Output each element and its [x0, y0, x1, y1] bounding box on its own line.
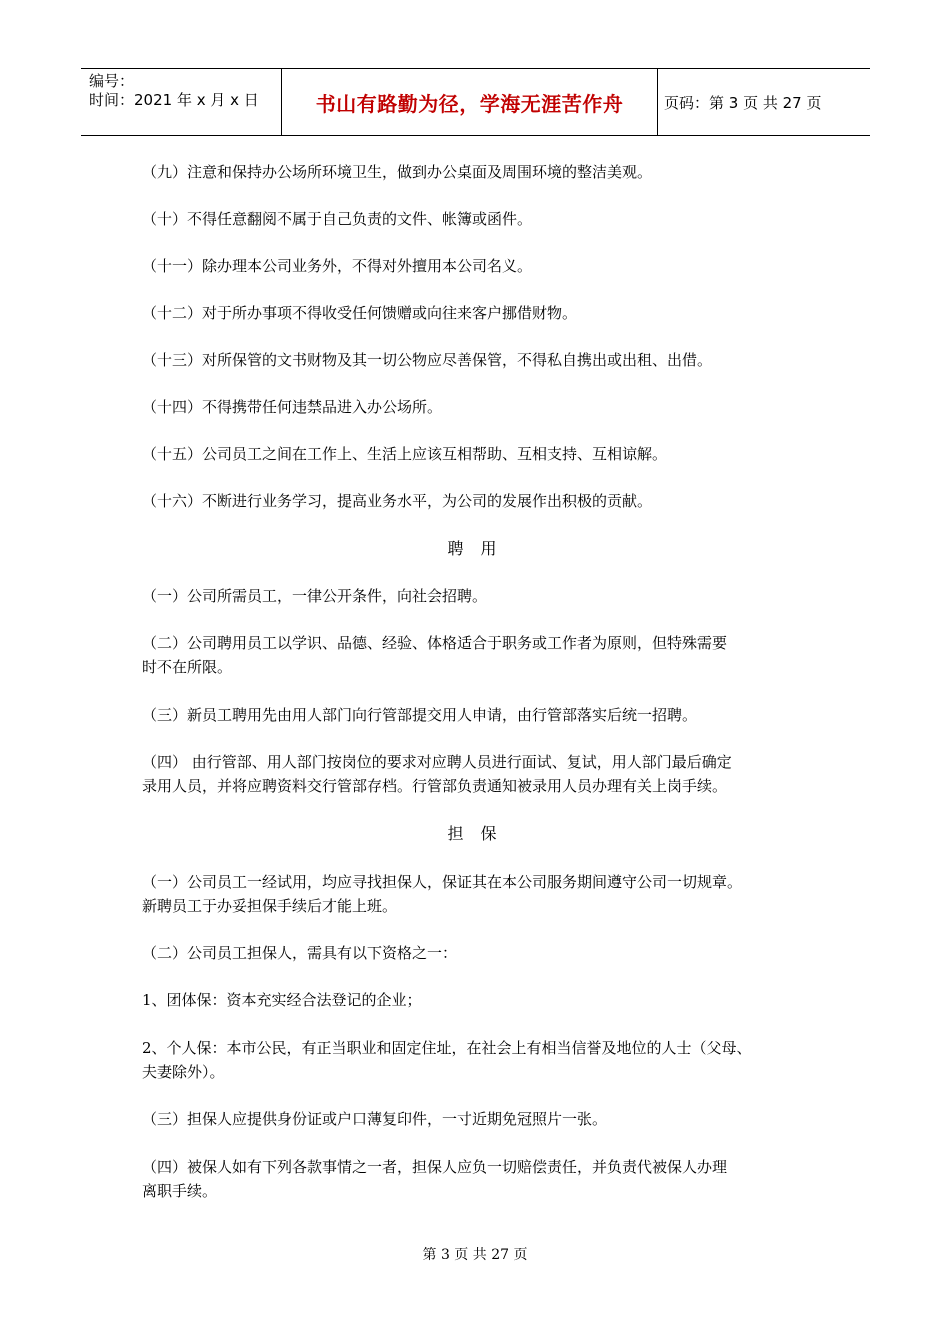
clause-13: （十三）对所保管的文书财物及其一切公物应尽善保管，不得私自携出或出租、出借。 — [142, 351, 713, 369]
clause-11: （十一）除办理本公司业务外，不得对外擅用本公司名义。 — [142, 257, 533, 275]
guarantee-sub-1: 1、团体保：资本充实经合法登记的企业； — [142, 991, 422, 1009]
guarantee-item-3: （三）担保人应提供身份证或户口薄复印件，一寸近期免冠照片一张。 — [142, 1110, 608, 1128]
hiring-item-4-line-2: 录用人员，并将应聘资料交行管部存档。行管部负责通知被录用人员办理有关上岗手续。 — [142, 777, 728, 795]
guarantee-item-1-line-2: 新聘员工于办妥担保手续后才能上班。 — [142, 897, 398, 915]
clause-9: （九）注意和保持办公场所环境卫生，做到办公桌面及周围环境的整洁美观。 — [142, 163, 653, 181]
section-title-guarantee: 担 保 — [447, 824, 503, 843]
guarantee-item-4-line-2: 离职手续。 — [142, 1182, 218, 1200]
guarantee-item-1-line-1: （一）公司员工一经试用，均应寻找担保人，保证其在本公司服务期间遵守公司一切规章。 — [142, 873, 743, 891]
guarantee-sub-2-line-2: 夫妻除外）。 — [142, 1063, 225, 1081]
clause-14: （十四）不得携带任何违禁品进入办公场所。 — [142, 398, 443, 416]
guarantee-item-2: （二）公司员工担保人，需具有以下资格之一： — [142, 944, 458, 962]
header-meta — [81, 69, 282, 135]
header-motto-cell — [282, 69, 658, 135]
clause-12: （十二）对于所办事项不得收受任何馈赠或向往来客户挪借财物。 — [142, 304, 578, 322]
page-footer: 第 3 页 共 27 页 — [422, 1247, 528, 1263]
document-number-label: 编号： — [89, 72, 135, 90]
header-motto: 书山有路勤为径，学海无涯苦作舟 — [315, 91, 624, 116]
section-title-hiring: 聘 用 — [447, 539, 503, 558]
hiring-item-2-line-1: （二）公司聘用员工以学识、品德、经验、体格适合于职务或工作者为原则，但特殊需要 — [142, 634, 728, 652]
hiring-item-1: （一）公司所需员工，一律公开条件，向社会招聘。 — [142, 587, 488, 605]
hiring-item-4-line-1: （四） 由行管部、用人部门按岗位的要求对应聘人员进行面试、复试，用人部门最后确定 — [142, 753, 732, 771]
header-page-info: 页码：第 3 页 共 27 页 — [664, 93, 822, 112]
page-header — [81, 68, 870, 136]
hiring-item-3: （三）新员工聘用先由用人部门向行管部提交用人申请，由行管部落实后统一招聘。 — [142, 706, 698, 724]
clause-10: （十）不得任意翻阅不属于自己负责的文件、帐簿或函件。 — [142, 210, 533, 228]
hiring-item-2-line-2: 时不在所限。 — [142, 658, 233, 676]
clause-16: （十六）不断进行业务学习，提高业务水平，为公司的发展作出积极的贡献。 — [142, 492, 653, 510]
document-date: 时间：2021 年 x 月 x 日 — [89, 91, 259, 109]
guarantee-item-4-line-1: （四）被保人如有下列各款事情之一者，担保人应负一切赔偿责任，并负责代被保人办理 — [142, 1158, 728, 1176]
guarantee-sub-2-line-1: 2、个人保：本市公民，有正当职业和固定住址，在社会上有相当信誉及地位的人士（父母、 — [142, 1039, 752, 1057]
clause-15: （十五）公司员工之间在工作上、生活上应该互相帮助、互相支持、互相谅解。 — [142, 445, 668, 463]
